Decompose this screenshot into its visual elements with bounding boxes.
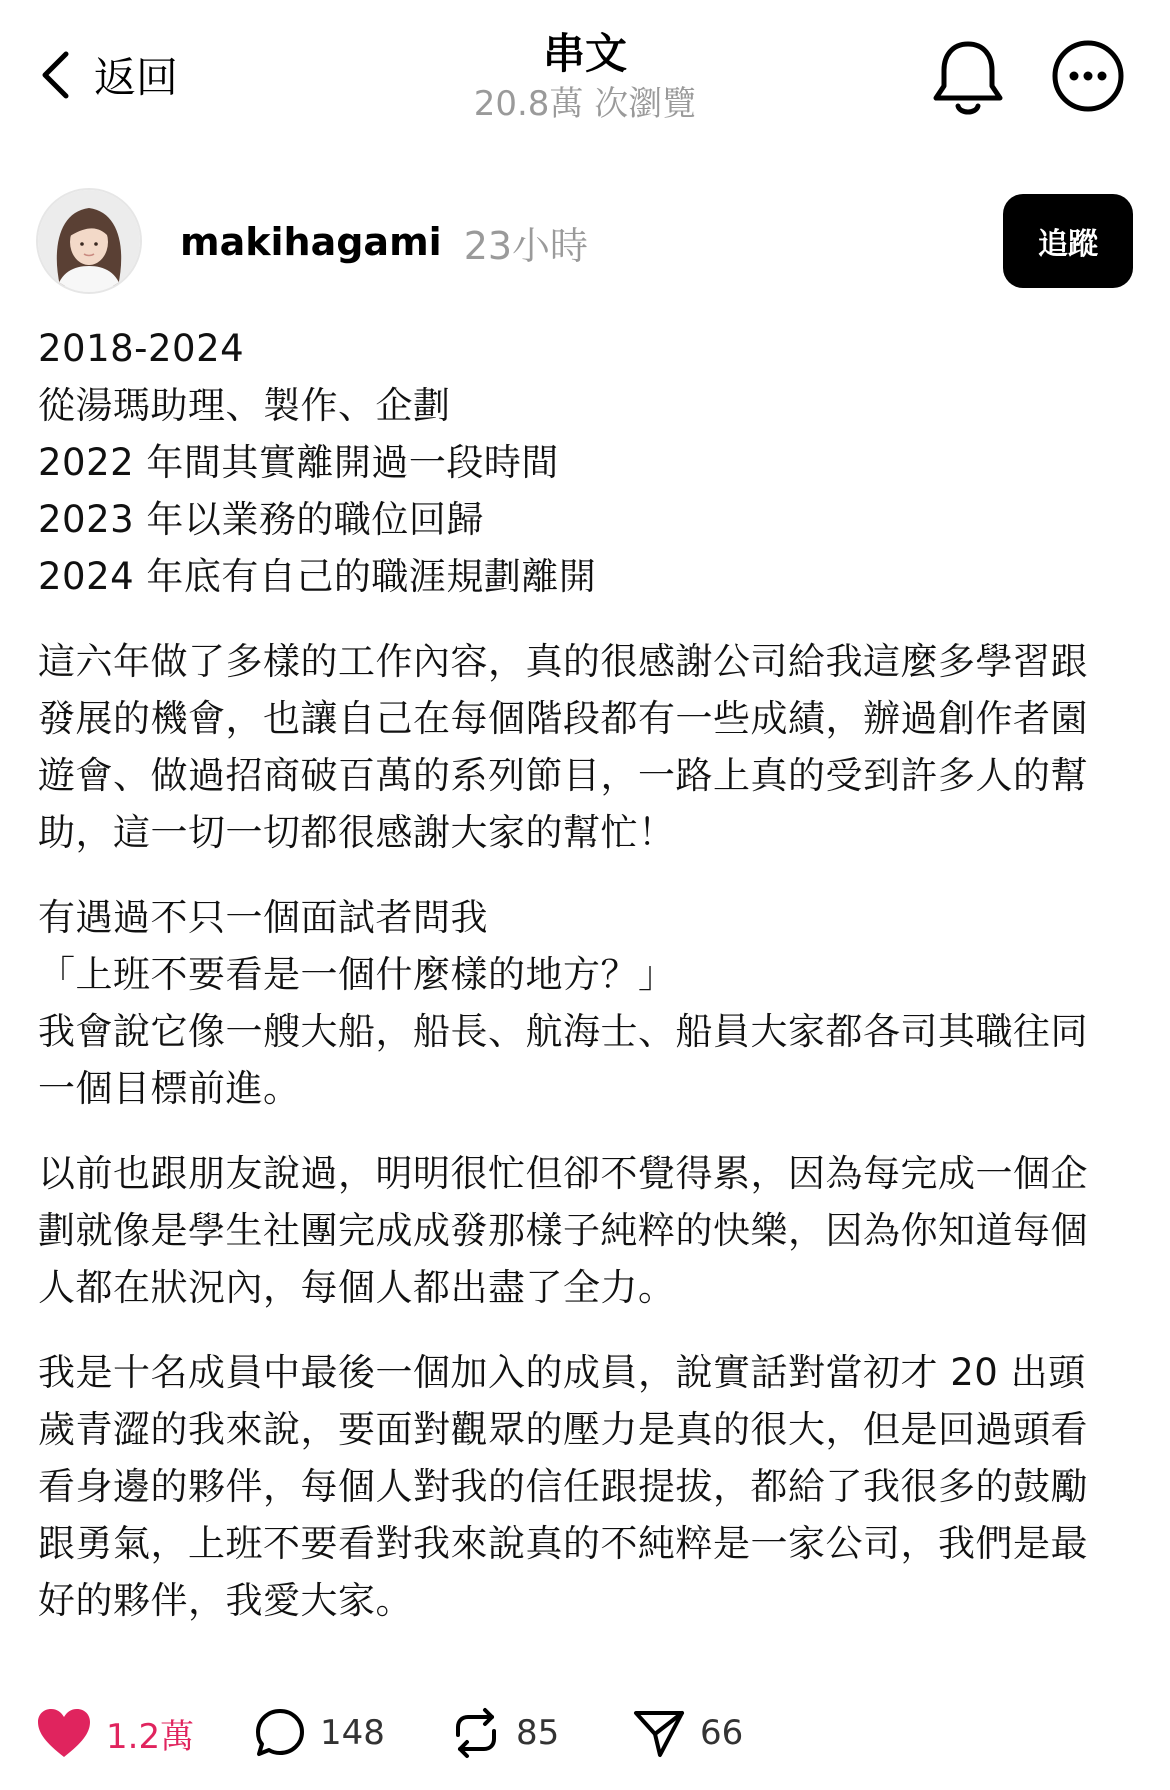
post-body bbox=[38, 320, 1128, 1629]
send-icon bbox=[632, 1707, 686, 1759]
page-title-group bbox=[385, 26, 785, 126]
repost-button[interactable] bbox=[450, 1700, 559, 1766]
post-line: 我會說它像一艘大船，船長、航海士、船員大家都各司其職往同 bbox=[38, 1010, 1088, 1053]
post-line: 劃就像是學生社團完成成發那樣子純粹的快樂，因為你知道每個 bbox=[38, 1209, 1088, 1252]
post-line: 發展的機會，也讓自己在每個階段都有一些成績，辦過創作者園 bbox=[38, 697, 1088, 740]
post-line: 一個目標前進。 bbox=[38, 1067, 301, 1110]
post-line: 2018-2024 bbox=[38, 327, 245, 370]
post-line: 助，這一切一切都很感謝大家的幫忙！ bbox=[38, 811, 676, 854]
chevron-left-icon bbox=[40, 50, 70, 100]
post-paragraph bbox=[38, 633, 1128, 861]
post-line: 「上班不要看是一個什麼樣的地方？」 bbox=[38, 953, 676, 996]
repost-icon bbox=[450, 1707, 502, 1759]
like-count: 1.2萬 bbox=[106, 1716, 195, 1757]
post-line: 人都在狀況內，每個人都出盡了全力。 bbox=[38, 1266, 676, 1309]
post-line: 2022 年間其實離開過一段時間 bbox=[38, 441, 559, 484]
comment-count: 148 bbox=[320, 1713, 385, 1753]
bell-icon[interactable] bbox=[930, 38, 1006, 118]
action-bar bbox=[36, 1700, 1136, 1766]
more-options-icon[interactable] bbox=[1050, 38, 1126, 114]
share-button[interactable] bbox=[632, 1700, 743, 1766]
author-line bbox=[180, 214, 588, 270]
post-line: 這六年做了多樣的工作內容，真的很感謝公司給我這麼多學習跟 bbox=[38, 640, 1088, 683]
post-line: 遊會、做過招商破百萬的系列節目，一路上真的受到許多人的幫 bbox=[38, 754, 1088, 797]
post-paragraph bbox=[38, 1344, 1128, 1629]
username[interactable]: makihagami bbox=[180, 220, 442, 264]
back-button[interactable] bbox=[40, 40, 178, 110]
post-line: 2023 年以業務的職位回歸 bbox=[38, 498, 484, 541]
post-line: 2024 年底有自己的職涯規劃離開 bbox=[38, 555, 597, 598]
post-line: 有遇過不只一個面試者問我 bbox=[38, 896, 488, 939]
back-label: 返回 bbox=[94, 53, 179, 102]
post-paragraph bbox=[38, 1145, 1128, 1316]
comment-button[interactable] bbox=[254, 1700, 385, 1766]
post-line: 好的夥伴，我愛大家。 bbox=[38, 1579, 413, 1622]
post-timestamp: 23小時 bbox=[463, 223, 589, 268]
post-line: 跟勇氣，上班不要看對我來說真的不純粹是一家公司，我們是最 bbox=[38, 1522, 1088, 1565]
follow-button[interactable]: 追蹤 bbox=[1003, 194, 1133, 288]
repost-count: 85 bbox=[516, 1713, 560, 1753]
post-line: 從湯瑪助理、製作、企劃 bbox=[38, 384, 451, 427]
page-title: 串文 bbox=[542, 29, 627, 78]
like-button[interactable] bbox=[36, 1700, 194, 1766]
post-paragraph bbox=[38, 320, 1128, 605]
top-bar bbox=[0, 0, 1170, 150]
post-line: 以前也跟朋友說過，明明很忙但卻不覺得累，因為每完成一個企 bbox=[38, 1152, 1088, 1195]
post-line: 看身邊的夥伴，每個人對我的信任跟提拔，都給了我很多的鼓勵 bbox=[38, 1465, 1088, 1508]
comment-bubble-icon bbox=[254, 1707, 306, 1759]
share-count: 66 bbox=[700, 1713, 744, 1753]
view-count: 20.8萬 次瀏覽 bbox=[473, 84, 697, 124]
post-line: 歲青澀的我來說，要面對觀眾的壓力是真的很大，但是回過頭看 bbox=[38, 1408, 1088, 1451]
post-line: 我是十名成員中最後一個加入的成員，說實話對當初才 20 出頭 bbox=[38, 1351, 1086, 1394]
post-paragraph bbox=[38, 889, 1128, 1117]
heart-icon bbox=[36, 1707, 92, 1759]
avatar[interactable] bbox=[36, 188, 142, 294]
